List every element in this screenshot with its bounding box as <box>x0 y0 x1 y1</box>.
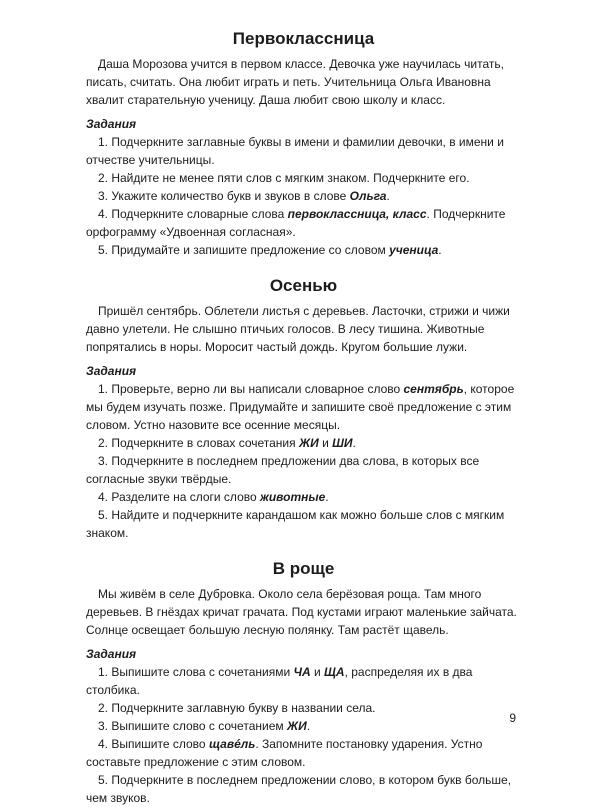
task-list <box>86 133 521 259</box>
task-item <box>86 133 521 169</box>
task-item <box>86 241 521 259</box>
task-emphasis: щавéль <box>208 737 256 751</box>
task-item <box>86 452 521 488</box>
story-text: Даша Морозова учится в первом классе. Девочка уже научилась читать, писать, считать. Она любит играть и петь. Учительница Ольга Ивановна хвалит старательную ученицу. Даша любит свою школу и класс. <box>86 57 504 107</box>
story-text: Мы живём в селе Дубровка. Около села берёзовая роща. Там много деревьев. В гнёздах кричат грачата. Под кустами играют маленькие зайчата. Солнце освещает большую лесную полянку. Там растёт щавель. <box>86 587 517 637</box>
task-text: , распределяя их в два столбика. <box>86 665 473 697</box>
task-text: . <box>306 719 311 733</box>
task-text: 2. Подчеркните в словах сочетания <box>98 436 299 450</box>
task-item <box>86 169 521 187</box>
task-text: 4. Выпишите слово <box>98 737 209 751</box>
task-item <box>86 663 521 699</box>
task-item <box>86 717 521 735</box>
task-item <box>86 735 521 771</box>
task-text: 4. Подчеркните словарные слова <box>98 207 288 221</box>
page-number: 9 <box>509 711 516 725</box>
task-text: 2. Подчеркните заглавную букву в названии села. <box>98 701 376 715</box>
task-text: . <box>352 436 356 450</box>
task-text: . Запомните постановку ударения. Устно составьте предложение с этим словом. <box>86 737 483 769</box>
task-emphasis: животные <box>260 490 326 504</box>
tasks-heading: Задания <box>86 647 137 661</box>
task-text: 5. Найдите и подчеркните карандашом как можно больше слов с мягким знаком. <box>86 508 505 540</box>
task-text: 2. Найдите не менее пяти слов с мягким знаком. Подчеркните его. <box>98 171 470 185</box>
task-text: 1. Проверьте, верно ли вы написали словарное слово <box>98 382 404 396</box>
task-text: 5. Придумайте и запишите предложение со словом <box>98 243 390 257</box>
task-item <box>86 771 521 807</box>
text-section <box>86 556 521 807</box>
text-section <box>86 273 521 542</box>
section-title: Первоклассница <box>232 29 375 48</box>
task-text: 3. Выпишите слово с сочетанием <box>98 719 287 733</box>
task-text: , которое мы будем изучать позже. Придумайте и запишите своё предложение с этим словом. Устно назовите все осенние месяцы. <box>86 382 515 432</box>
task-text: 5. Подчеркните в последнем предложении слово, в котором букв больше, чем звуков. <box>86 773 512 805</box>
task-item <box>86 699 521 717</box>
task-emphasis: ЖИ <box>298 436 319 450</box>
task-emphasis: Ольга <box>349 189 387 203</box>
task-emphasis: ученица <box>389 243 439 257</box>
tasks-heading: Задания <box>86 117 137 131</box>
task-text: . <box>438 243 442 257</box>
task-item <box>86 187 521 205</box>
task-item <box>86 506 521 542</box>
tasks-heading: Задания <box>86 364 137 378</box>
task-text: 4. Разделите на слоги слово <box>98 490 260 504</box>
task-list <box>86 380 521 542</box>
task-emphasis: ЧА <box>293 665 311 679</box>
task-text: и <box>318 436 333 450</box>
task-item <box>86 380 521 434</box>
task-text: 1. Подчеркните заглавные буквы в имени и фамилии девочки, в имени и отчестве учительницы. <box>86 135 504 167</box>
task-emphasis: первоклассница, класс <box>287 207 427 221</box>
task-text: . Подчеркните орфограмму «Удвоенная согласная». <box>86 207 506 239</box>
task-item <box>86 488 521 506</box>
section-title: Осенью <box>269 276 338 295</box>
task-emphasis: ЖИ <box>286 719 307 733</box>
task-emphasis: ШИ <box>332 436 353 450</box>
task-text: . <box>325 490 329 504</box>
task-list <box>86 663 521 807</box>
text-section <box>86 26 521 259</box>
task-text: 1. Выпишите слова с сочетаниями <box>98 665 294 679</box>
task-item <box>86 434 521 452</box>
task-text: 3. Укажите количество букв и звуков в слове <box>98 189 350 203</box>
task-text: . <box>386 189 390 203</box>
task-emphasis: ЩА <box>324 665 345 679</box>
story-text: Пришёл сентябрь. Облетели листья с деревьев. Ласточки, стрижи и чижи давно улетели. Не слышно птичьих голосов. В лесу тишина. Животные попрятались в норы. Моросит частый дождь. Кругом большие лужи. <box>86 304 510 354</box>
section-title: В роще <box>272 559 335 578</box>
task-text: и <box>310 665 325 679</box>
sections-container <box>86 26 521 807</box>
task-text: 3. Подчеркните в последнем предложении два слова, в которых все согласные звуки твёрдые. <box>86 454 480 486</box>
task-emphasis: сентябрь <box>403 382 464 396</box>
task-item <box>86 205 521 241</box>
